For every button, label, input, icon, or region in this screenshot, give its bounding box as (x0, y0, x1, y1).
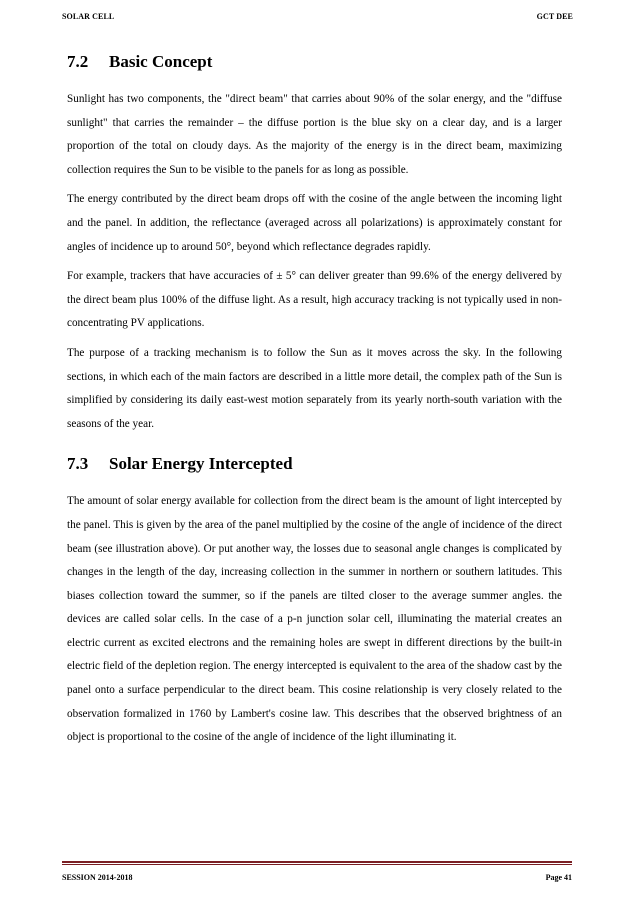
footer-page-number: Page 41 (545, 873, 572, 882)
footer-session: SESSION 2014-2018 (62, 873, 133, 882)
header-left-title: SOLAR CELL (62, 12, 115, 21)
footer-rule (62, 861, 572, 863)
page-body (67, 52, 562, 750)
paragraph: The energy contributed by the direct beam drops off with the cosine of the angle between the incoming light and the panel. In addition, the reflectance (averaged across all polarizations) is approximately constant for angles of incidence up to around 50°, beyond which reflectance degrades rapidly. (67, 193, 562, 253)
paragraph: The purpose of a tracking mechanism is to follow the Sun as it moves across the sky. In the following sections, in which each of the main factors are described in a little more detail, the complex path of the Sun is simplified by considering its daily east-west motion separately from its yearly north-south variation with the seasons of the year. (67, 346, 562, 430)
paragraph: The amount of solar energy available for collection from the direct beam is the amount of light intercepted by the panel. This is given by the area of the panel multiplied by the cosine of the angle of incidence of the direct beam (see illustration above). Or put another way, the losses due to seasonal angle changes is complicated by changes in the length of the day, increasing collection in the summer in northern or southern latitudes. This biases collection toward the summer, so if the panels are tilted closer to the average summer angles. the devices are called solar cells. In the case of a p-n junction solar cell, illuminating the material creates an electric current as excited electrons and the remaining holes are swept in different directions by the built-in electric field of the depletion region. The energy intercepted is equivalent to the area of the shadow cast by the panel onto a surface perpendicular to the direct beam. This cosine relationship is very closely related to the observation formalized in 1760 by Lambert's cosine law. This describes that the observed brightness of an object is proportional to the cosine of the angle of incidence of the light illuminating it. (67, 495, 562, 744)
section-number: 7.3 (67, 454, 89, 474)
section-title: Basic Concept (109, 52, 213, 71)
section-title: Solar Energy Intercepted (109, 454, 293, 474)
section-number: 7.2 (67, 52, 89, 71)
header-right-title: GCT DEE (536, 12, 573, 21)
paragraph: Sunlight has two components, the "direct beam" that carries about 90% of the solar energy, and the "diffuse sunlight" that carries the remainder – the diffuse portion is the blue sky on a clear day, and is a larger proportion of the total on cloudy days. As the majority of the energy is in the direct beam, maximizing collection requires the Sun to be visible to the panels for as long as possible. (67, 93, 562, 176)
section-heading-basic-concept (67, 52, 562, 72)
footer-rule-thin (62, 864, 572, 865)
section-heading-solar-energy-intercepted (67, 454, 562, 474)
paragraph: For example, trackers that have accuracies of ± 5° can deliver greater than 99.6% of the energy delivered by the direct beam plus 100% of the diffuse light. As a result, high accuracy tracking is not typically used in non-concentrating PV applications. (67, 270, 562, 330)
